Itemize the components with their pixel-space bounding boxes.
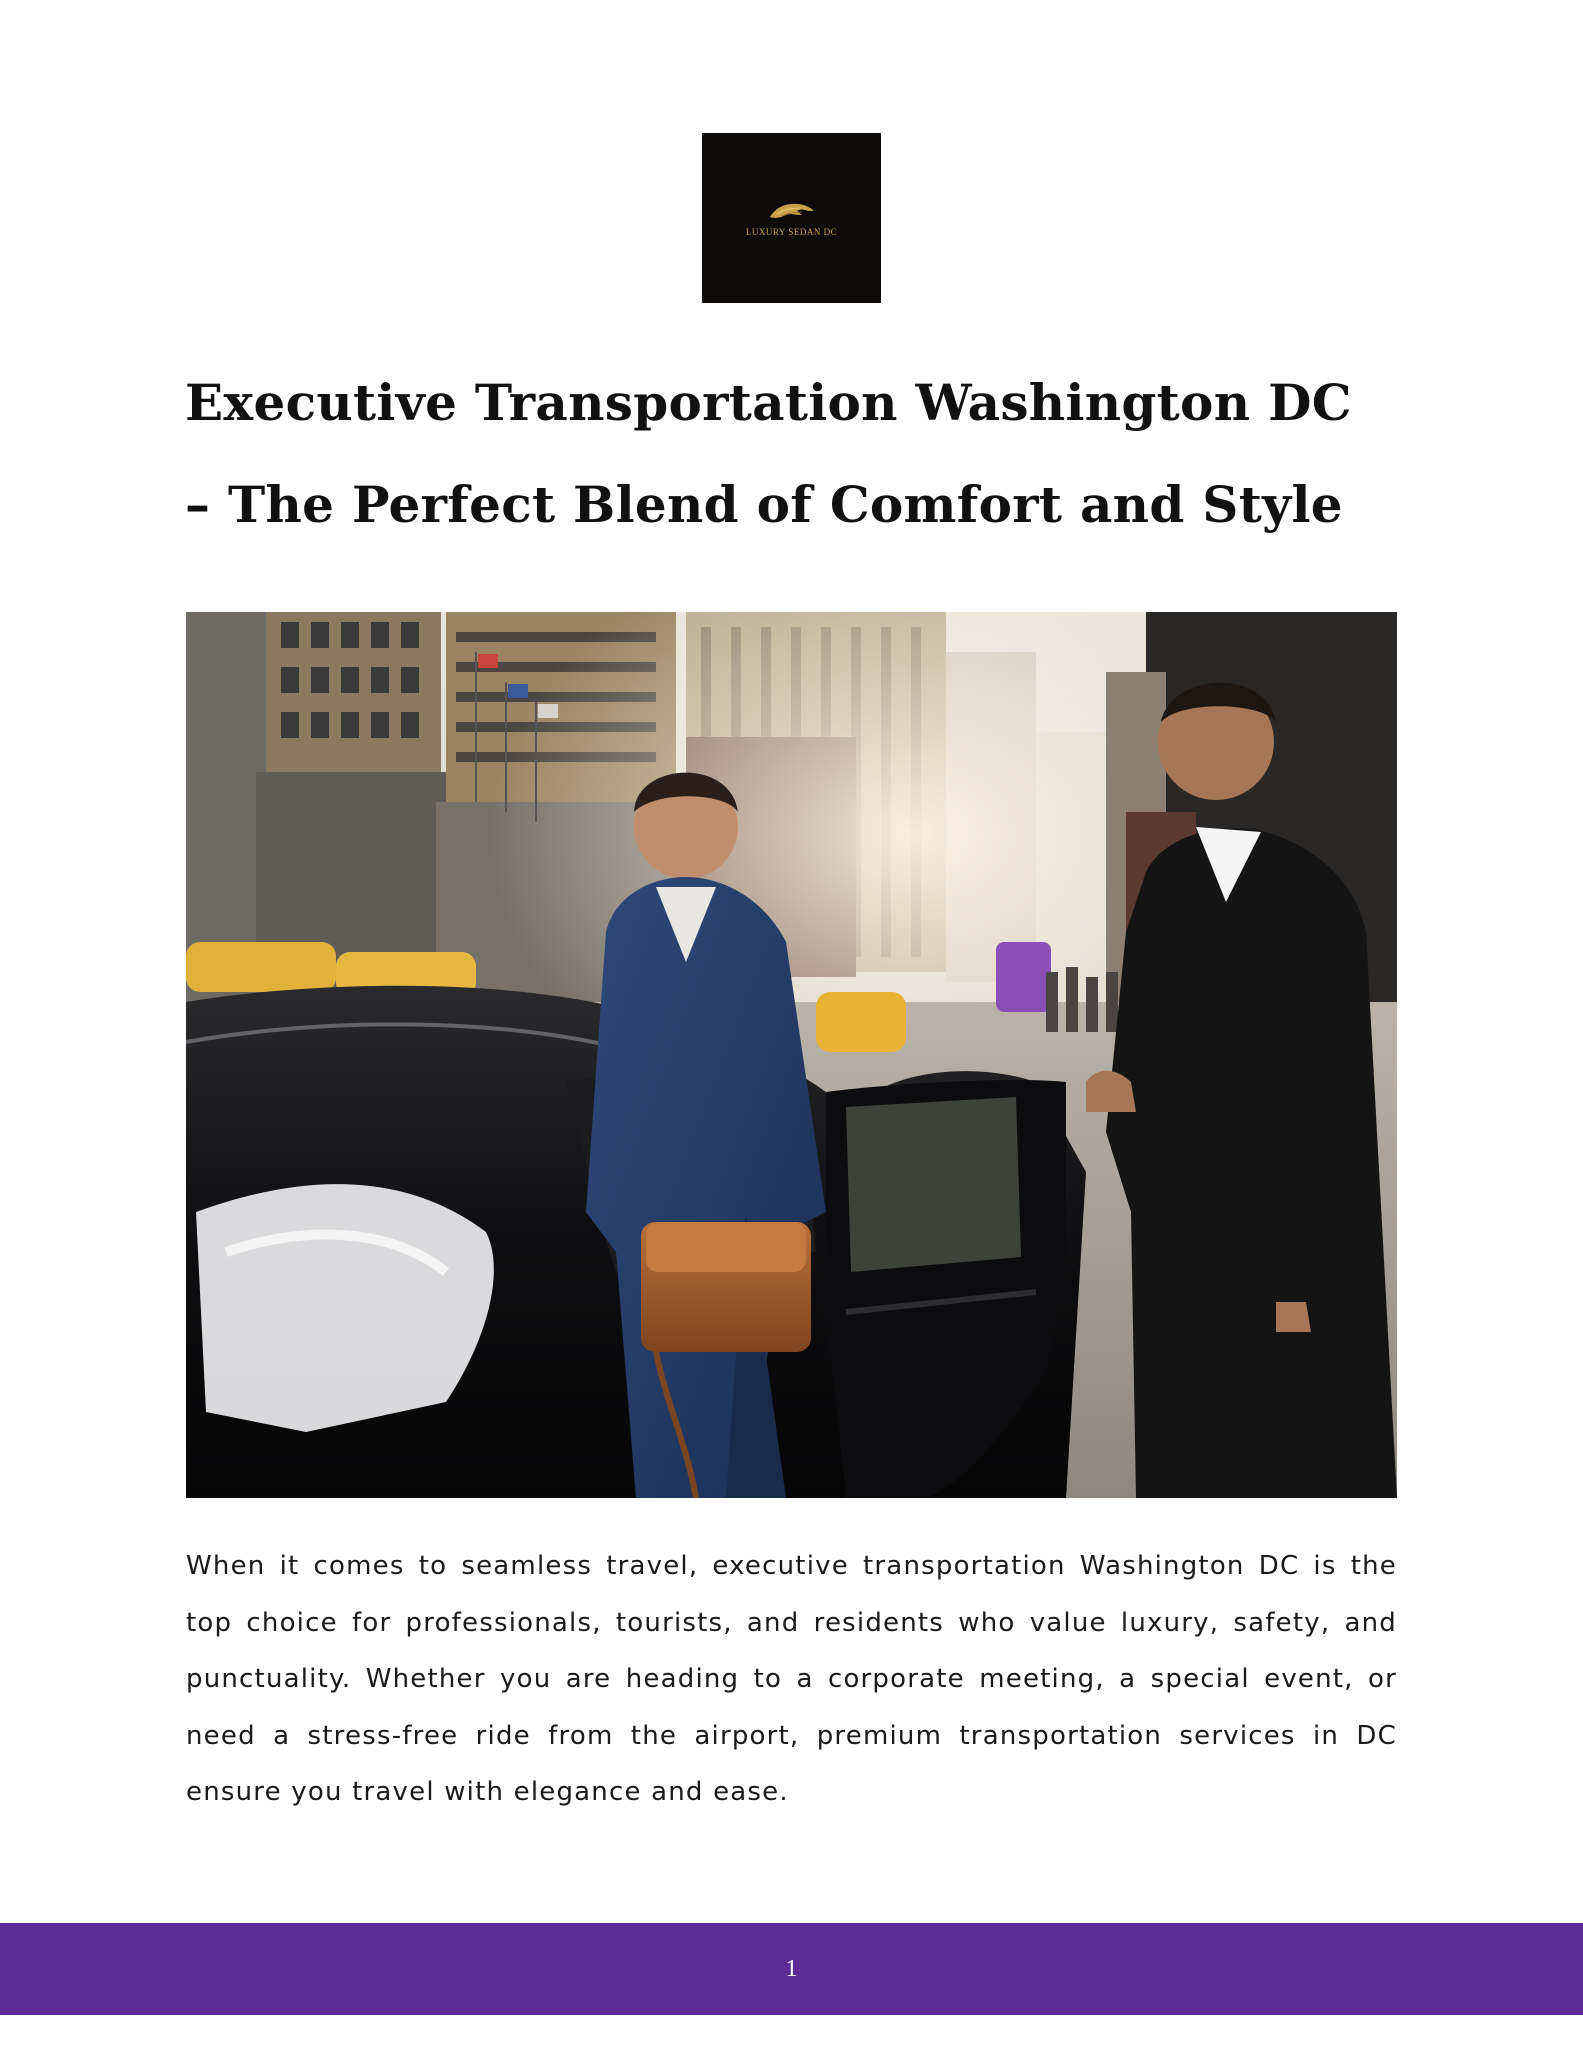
hero-photo: [186, 612, 1397, 1498]
page-title: [185, 352, 1405, 556]
horse-head-icon: [764, 199, 820, 223]
page-title-line-2: – The Perfect Blend of Comfort and Style: [185, 475, 1343, 534]
page-number: 1: [785, 1955, 798, 1982]
company-logo: [702, 133, 881, 303]
logo-brand-text: LUXURY SEDAN DC: [745, 227, 838, 237]
page-footer: [0, 1923, 1583, 2015]
photo-chauffeur-opening-car-door: [186, 612, 1397, 1498]
page-title-line-1: Executive Transportation Washington DC: [185, 373, 1352, 432]
intro-paragraph: When it comes to seamless travel, executive transportation Washington DC is the top choice for professionals, tourists, and residents who value luxury, safety, and punctuality. Whether you are heading to a corporate meeting, a special event, or need a stress-free ride from the airport, premium transportation services in DC ensure you travel with elegance and ease.: [186, 1551, 1397, 1807]
